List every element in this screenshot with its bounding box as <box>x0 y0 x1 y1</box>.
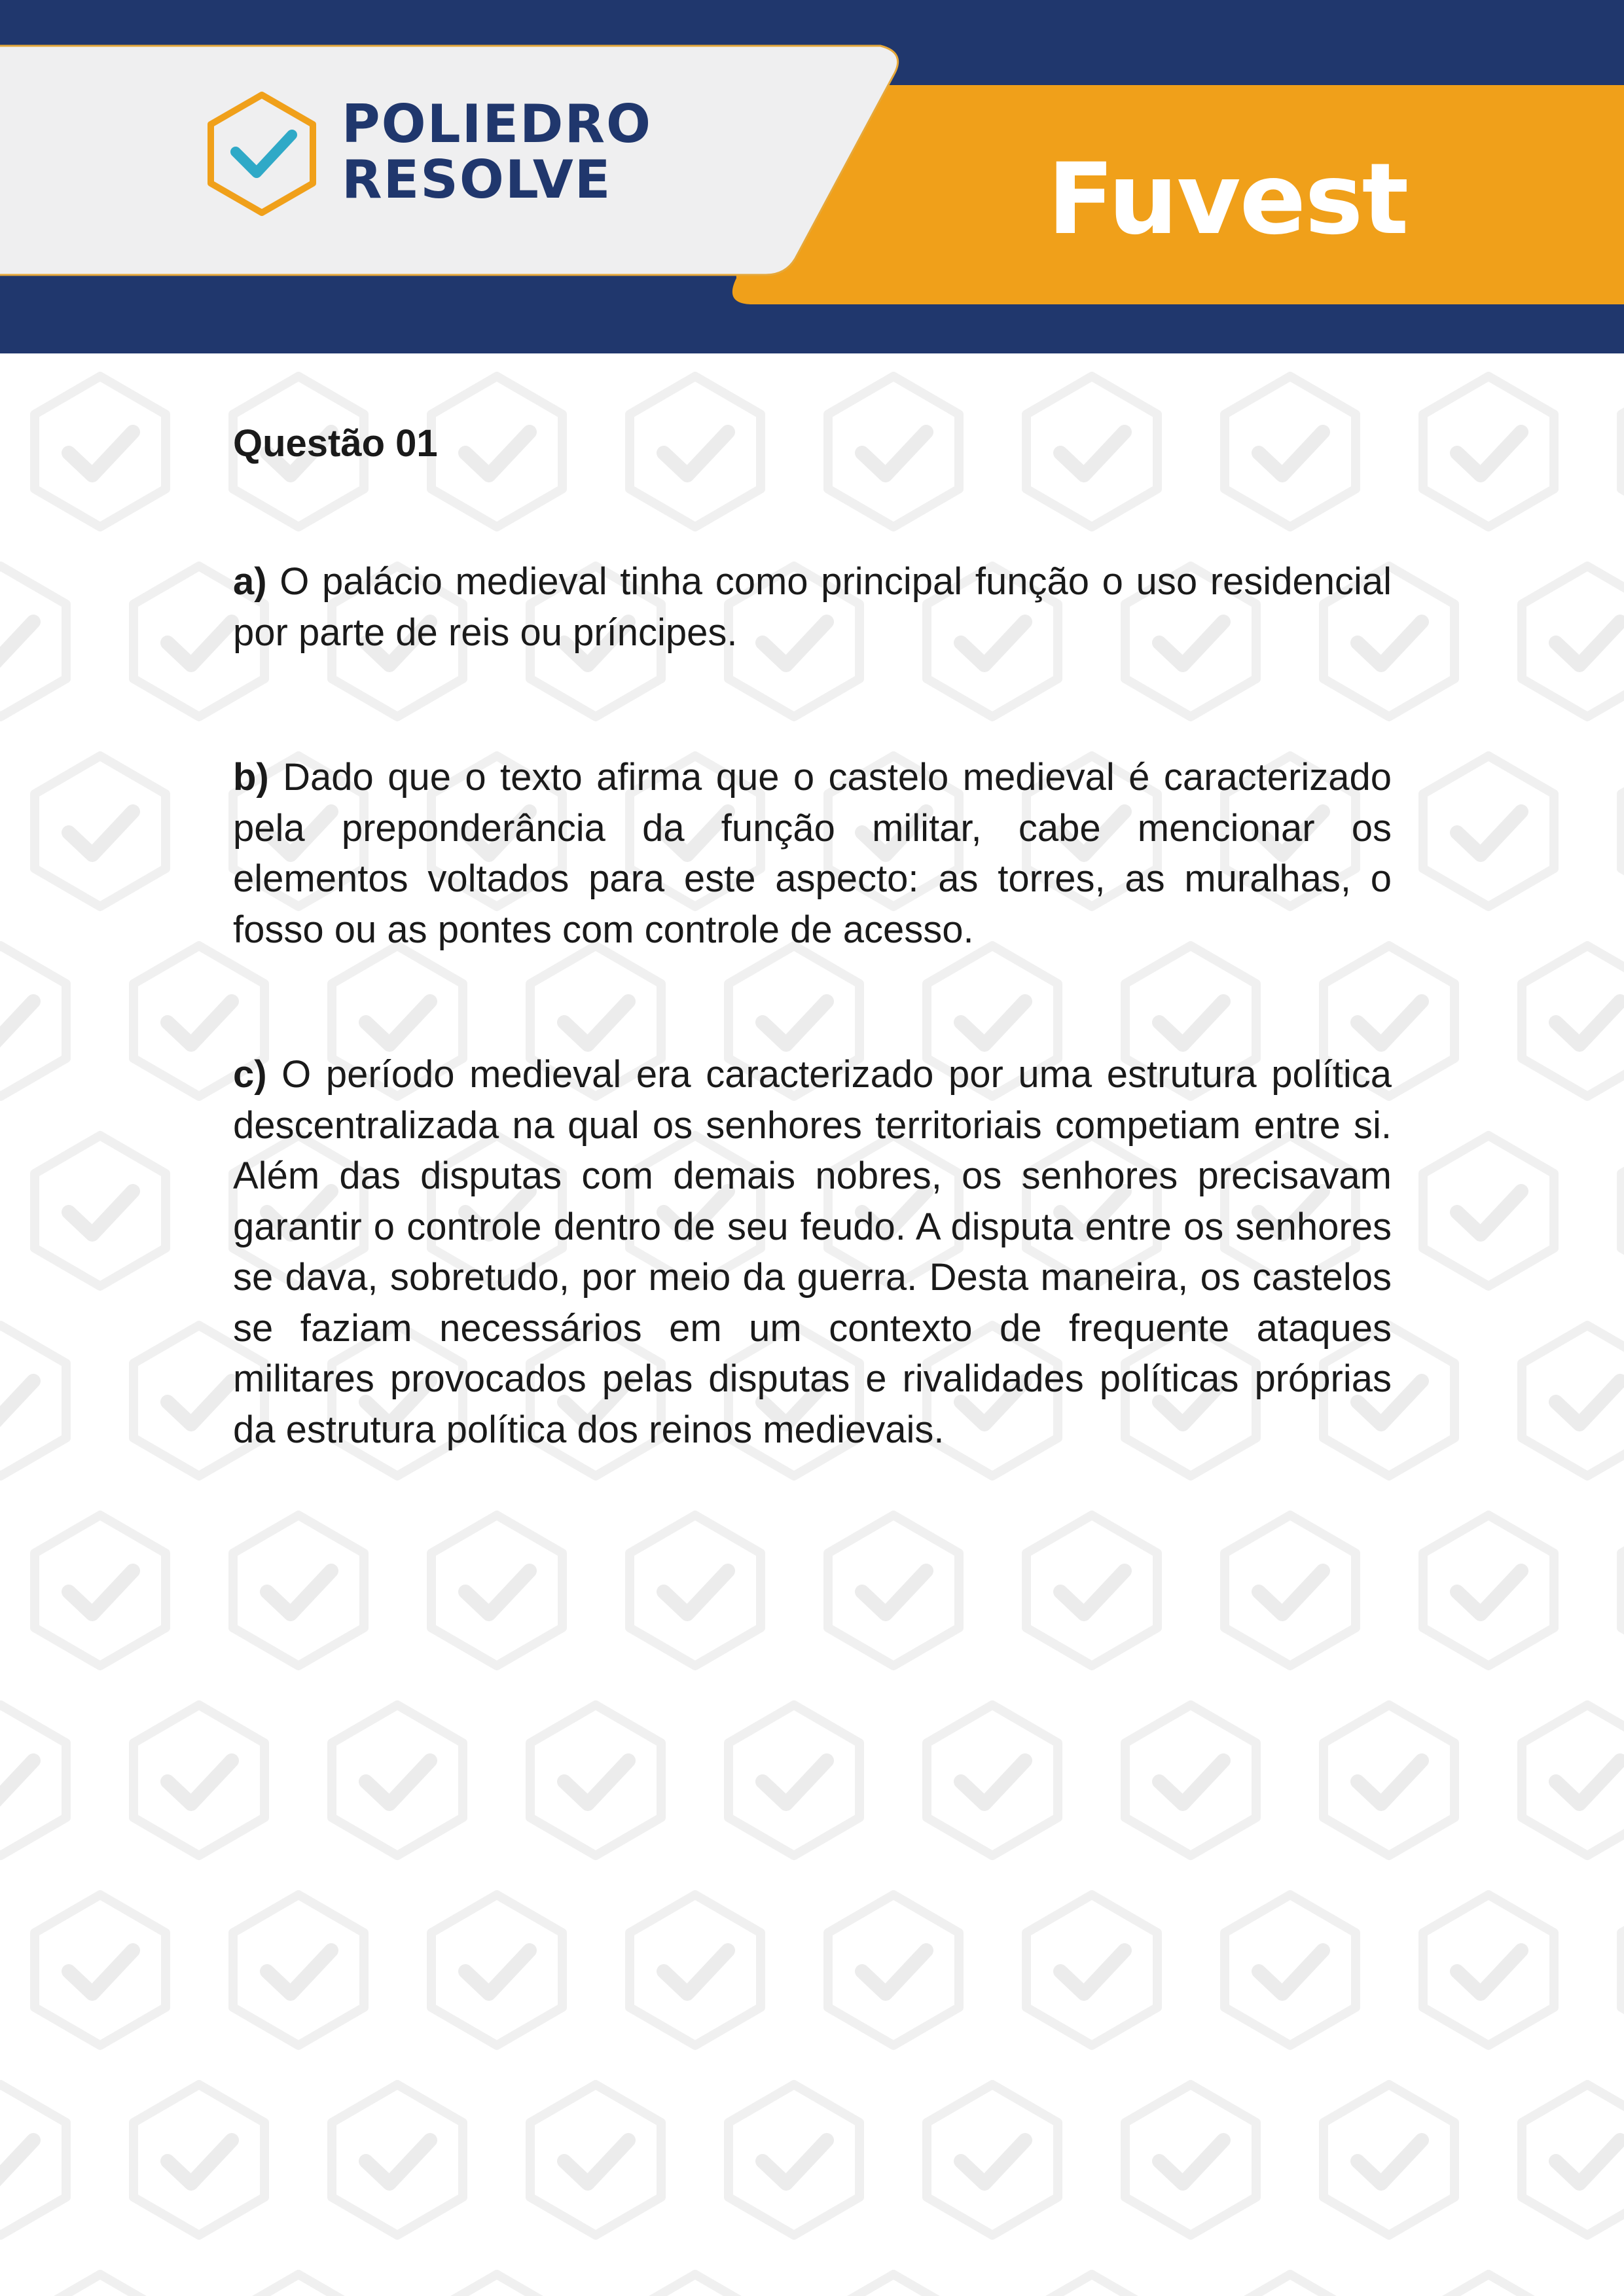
watermark-check-icon <box>828 2274 959 2296</box>
watermark-check-icon <box>1225 2274 1356 2296</box>
watermark-check-icon <box>1621 1895 1624 2045</box>
watermark-check-icon <box>0 1705 66 1856</box>
watermark-check-icon <box>1423 756 1554 906</box>
watermark-check-icon <box>630 2274 761 2296</box>
watermark-check-icon <box>1621 756 1624 906</box>
watermark-check-icon <box>729 2085 859 2235</box>
watermark-check-icon <box>1423 2274 1554 2296</box>
watermark-check-icon <box>233 1895 364 2045</box>
watermark-check-icon <box>1621 1136 1624 1286</box>
watermark-check-icon <box>1423 1895 1554 2045</box>
watermark-check-icon <box>828 1895 959 2045</box>
watermark-check-icon <box>35 1515 166 1666</box>
watermark-check-icon <box>35 1895 166 2045</box>
watermark-check-icon <box>1324 2085 1454 2235</box>
watermark-check-icon <box>1423 1136 1554 1286</box>
watermark-check-icon <box>233 2274 364 2296</box>
answer-text: O período medieval era caracterizado por uma estrutura política descentralizada na qual os senhores territoriais competiam entre si. Além das disputas com demais nobres, os senhores precisavam garantir o controle dentro de seu feudo. A disputa entre os senhores se dava, sobretudo, por meio da guerra. Desta maneira, os castelos se faziam necessários em um contexto de frequente ataques militares provocados pelas disputas e rivalidades políticas próprias da estrutura política dos reinos medievais. <box>233 1053 1392 1451</box>
watermark-check-icon <box>1125 2085 1256 2235</box>
watermark-check-icon <box>431 1895 562 2045</box>
watermark-check-icon <box>927 2085 1058 2235</box>
watermark-check-icon <box>1621 1515 1624 1666</box>
logo-title: POLIEDRO <box>342 94 653 154</box>
watermark-check-icon <box>0 1325 66 1476</box>
logo-subtitle: RESOLVE <box>342 149 612 210</box>
watermark-check-icon <box>431 2274 562 2296</box>
answer-c <box>233 1049 1392 1455</box>
watermark-check-icon <box>1026 1895 1157 2045</box>
watermark-check-icon <box>1621 2274 1624 2296</box>
question-title: Questão 01 <box>233 422 438 465</box>
watermark-check-icon <box>1324 1705 1454 1856</box>
watermark-check-icon <box>0 946 66 1096</box>
watermark-check-icon <box>1026 2274 1157 2296</box>
watermark-check-icon <box>630 1895 761 2045</box>
watermark-check-icon <box>729 1705 859 1856</box>
answer-text: Dado que o texto afirma que o castelo medieval é caracterizado pela preponderância da função militar, cabe mencionar os elementos voltados para este aspecto: as torres, as muralhas, o fosso ou as pontes com controle de acesso. <box>233 756 1392 951</box>
watermark-check-icon <box>1125 1705 1256 1856</box>
answer-label: b) <box>233 756 269 799</box>
answer-a <box>233 556 1392 658</box>
watermark-check-icon <box>35 1136 166 1286</box>
watermark-check-icon <box>1225 1895 1356 2045</box>
watermark-check-icon <box>1423 1515 1554 1666</box>
watermark-check-icon <box>1522 2085 1624 2235</box>
watermark-check-icon <box>0 566 66 717</box>
answer-text: O palácio medieval tinha como principal função o uso residencial por parte de reis ou príncipes. <box>233 560 1392 654</box>
watermark-check-icon <box>1522 566 1624 717</box>
exam-title: Fuvest <box>1047 143 1408 257</box>
watermark-check-icon <box>1621 376 1624 527</box>
answer-label: a) <box>233 560 267 603</box>
watermark-check-icon <box>1423 376 1554 527</box>
answer-b <box>233 752 1392 955</box>
watermark-check-icon <box>0 2085 66 2235</box>
watermark-check-icon <box>35 376 166 527</box>
watermark-check-icon <box>332 1705 463 1856</box>
watermark-check-icon <box>530 1705 661 1856</box>
watermark-check-icon <box>134 2085 264 2235</box>
watermark-check-icon <box>530 2085 661 2235</box>
answer-label: c) <box>233 1053 267 1096</box>
watermark-check-icon <box>35 756 166 906</box>
watermark-check-icon <box>332 2085 463 2235</box>
question-content <box>233 419 1392 1549</box>
watermark-check-icon <box>1522 1705 1624 1856</box>
watermark-check-icon <box>927 1705 1058 1856</box>
watermark-check-icon <box>1522 1325 1624 1476</box>
watermark-check-icon <box>35 2274 166 2296</box>
watermark-check-icon <box>134 1705 264 1856</box>
watermark-check-icon <box>1522 946 1624 1096</box>
